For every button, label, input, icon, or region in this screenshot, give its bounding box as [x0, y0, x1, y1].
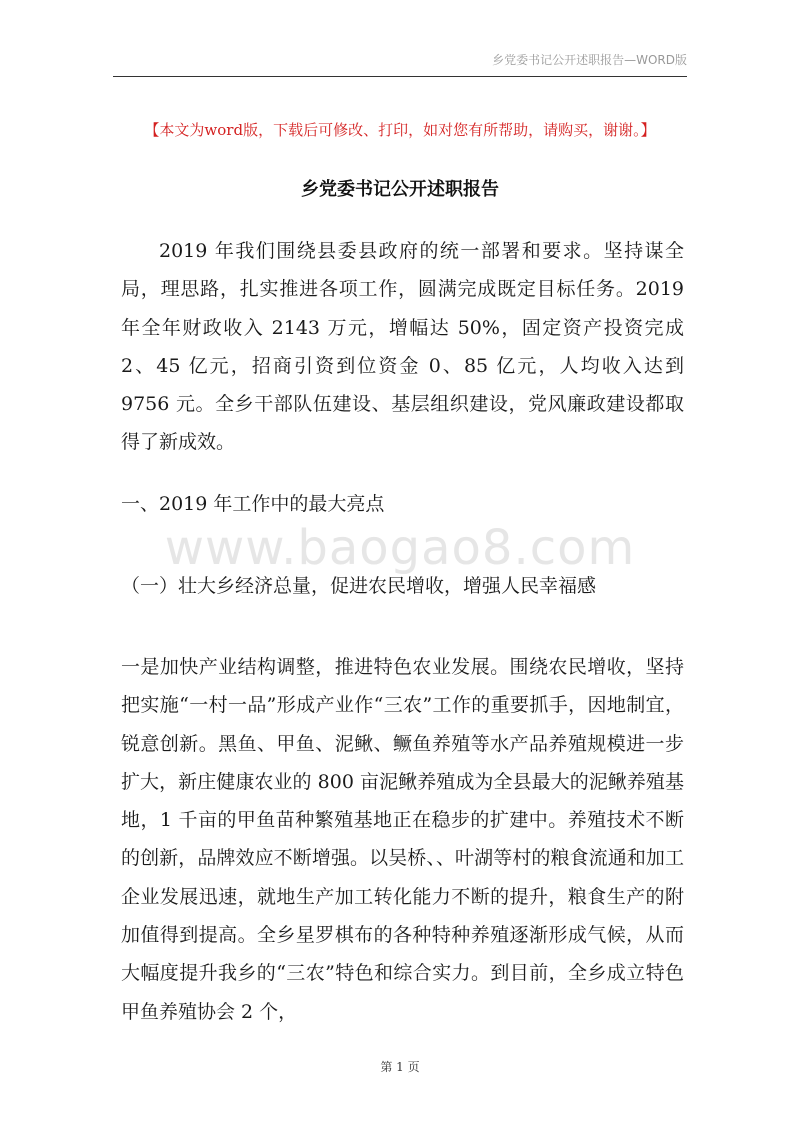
purchase-notice: 【本文为word版，下载后可修改、打印，如对您有所帮助，请购买，谢谢。】 [144, 121, 656, 139]
subsection-heading: （一）壮大乡经济总量，促进农民增收，增强人民幸福感 [121, 575, 597, 597]
intro-paragraph: 2019 年我们围绕县委县政府的统一部署和要求。坚持谋全局，理思路，扎实推进各项工作，圆满完成既定目标任务。2019 年全年财政收入 2143 万元，增幅达 50%，固定资产投资完成 2、45 亿元，招商引资到位资金 0、85 亿元，人均收入达到 9756 元。全乡干部队伍建设、基层组织建设，党风廉政建设都取得了新成效。 [121, 240, 684, 454]
header-divider [113, 76, 687, 77]
watermark: www.baogao8.com [164, 520, 636, 576]
body-paragraph: 一是加快产业结构调整，推进特色农业发展。围绕农民增收，坚持把实施“一村一品”形成产业作“三农”工作的重要抓手，因地制宜，锐意创新。黑鱼、甲鱼、泥鳅、鳜鱼养殖等水产品养殖规模进一步扩大，新庄健康农业的 800 亩泥鳅养殖成为全县最大的泥鳅养殖基地，1 千亩的甲鱼苗种繁殖基地正在稳步的扩建中。养殖技术不断的创新，品牌效应不断增强。以吴桥、、叶湖等村的粮食流通和加工企业发展迅速，就地生产加工转化能力不断的提升，粮食生产的附加值得到提高。全乡星罗棋布的各种特种养殖逐渐形成气候，从而大幅度提升我乡的“三农”特色和综合实力。到目前，全乡成立特色甲鱼养殖协会 2 个， [121, 656, 684, 1023]
document-title: 乡党委书记公开述职报告 [301, 179, 499, 200]
page-number: 第 1 页 [380, 1060, 420, 1074]
section-heading: 一、2019 年工作中的最大亮点 [121, 493, 385, 515]
page-header: 乡党委书记公开述职报告—WORD版 [492, 53, 687, 67]
